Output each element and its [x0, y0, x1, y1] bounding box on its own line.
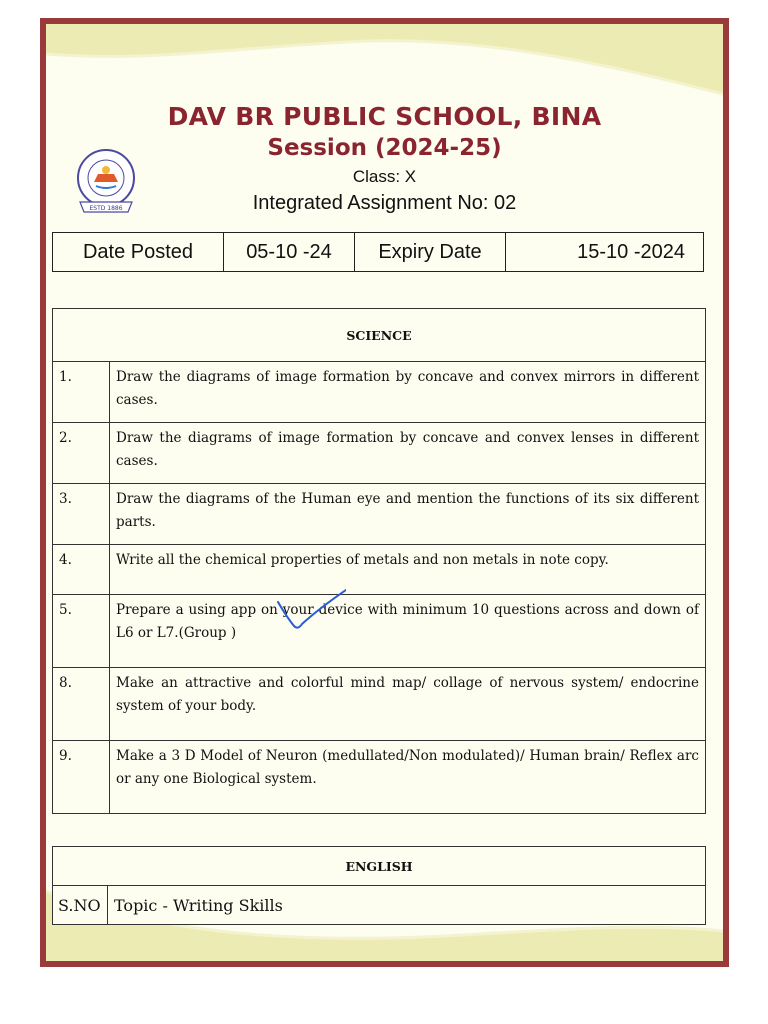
- table-row: [53, 362, 706, 423]
- document-page: [40, 18, 729, 967]
- svg-text:ESTD 1886: ESTD 1886: [89, 205, 123, 212]
- date-table: [52, 232, 704, 272]
- date-row: [53, 233, 704, 272]
- task-text: Draw the diagrams of image formation by concave and convex lenses in different cases.: [110, 423, 706, 484]
- table-row: [53, 741, 706, 814]
- date-posted-label: Date Posted: [53, 233, 224, 272]
- task-text: Write all the chemical properties of metals and non metals in note copy.: [110, 545, 706, 595]
- topic-header: Topic - Writing Skills: [108, 886, 706, 925]
- task-number: 3.: [53, 484, 110, 545]
- task-number: 5.: [53, 595, 110, 668]
- table-row: [53, 545, 706, 595]
- task-number: 2.: [53, 423, 110, 484]
- english-heading: ENGLISH: [53, 847, 706, 886]
- assignment-title: Integrated Assignment No: 02: [252, 192, 517, 214]
- task-number: 9.: [53, 741, 110, 814]
- table-row: [53, 595, 706, 668]
- table-row: [53, 886, 706, 925]
- task-text: Draw the diagrams of image formation by concave and convex mirrors in different cases.: [110, 362, 706, 423]
- date-posted-value: 05-10 -24: [224, 233, 355, 272]
- task-text: Prepare a using app on your device with minimum 10 questions across and down of L6 or L7.(Group ): [110, 595, 706, 668]
- task-number: 1.: [53, 362, 110, 423]
- english-table: [52, 846, 706, 925]
- class-label: Class: X: [352, 167, 417, 186]
- science-table: [52, 308, 706, 814]
- expiry-date-value: 15-10 -2024: [506, 233, 704, 272]
- task-text: Draw the diagrams of the Human eye and mention the functions of its six different parts.: [110, 484, 706, 545]
- table-row: [53, 668, 706, 741]
- top-wave-decoration: [46, 24, 723, 114]
- sno-header: S.NO: [53, 886, 108, 925]
- task-number: 4.: [53, 545, 110, 595]
- table-row: [53, 484, 706, 545]
- science-heading: SCIENCE: [53, 309, 706, 362]
- blue-checkmark-icon: [236, 576, 346, 640]
- session-title: Session (2024-25): [267, 135, 502, 161]
- document-header: [46, 102, 723, 215]
- english-header-row: [53, 847, 706, 886]
- expiry-date-label: Expiry Date: [355, 233, 506, 272]
- task-text: Make an attractive and colorful mind map/ collage of nervous system/ endocrine system of your body.: [110, 668, 706, 741]
- table-row: [53, 423, 706, 484]
- school-name: DAV BR PUBLIC SCHOOL, BINA: [167, 102, 602, 131]
- task-number: 8.: [53, 668, 110, 741]
- science-header-row: [53, 309, 706, 362]
- task-text: Make a 3 D Model of Neuron (medullated/Non modulated)/ Human brain/ Reflex arc or any one Biological system.: [110, 741, 706, 814]
